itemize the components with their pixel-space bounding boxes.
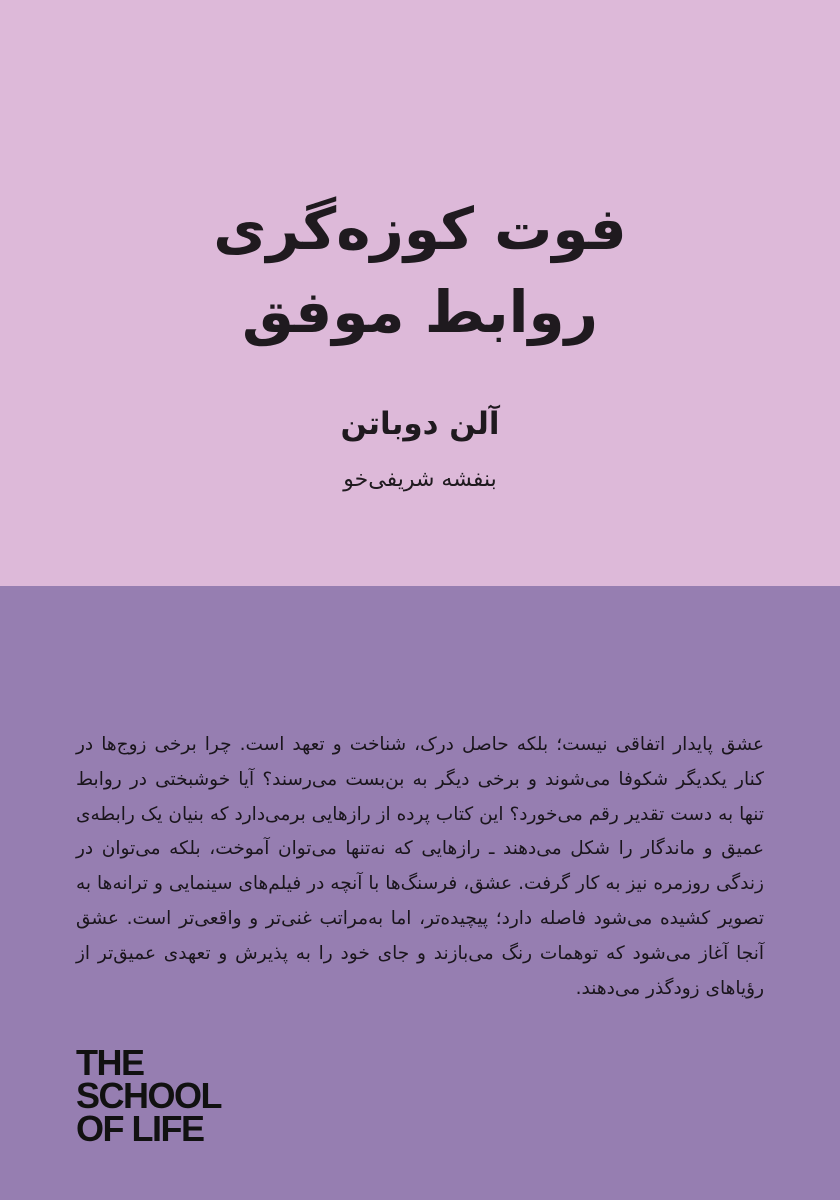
logo-line-1: THE xyxy=(76,1042,144,1083)
book-title-line-1: فوت کوزه‌گری xyxy=(213,195,627,263)
author-name: آلن دوباتن xyxy=(340,406,500,442)
back-cover-blurb: عشق پایدار اتفاقی نیست؛ بلکه حاصل درک، شناخت و تعهد است. چرا برخی زوج‌ها در کنار یکدیگر شکوفا می‌شوند و برخی دیگر به بن‌بست می‌رسند؟ آیا خوشبختی در روابط تنها به دست تقدیر رقم می‌خورد؟ این کتاب پرده از رازهایی برمی‌دارد که بنیان یک رابطه‌ی عمیق و ماندگار را شکل می‌دهند ـ رازهایی که نه‌تنها می‌توان آموخت، بلکه می‌توان در زندگی روزمره نیز به کار گرفت. عشق، فرسنگ‌ها با آنچه در فیلم‌های سینمایی و ترانه‌ها به تصویر کشیده می‌شود فاصله دارد؛ پیچیده‌تر، اما به‌مراتب غنی‌تر و واقعی‌تر است. عشق آنجا آغاز می‌شود که توهمات رنگ می‌بازند و جای خود را به پذیرش و تعهدی عمیق‌تر از رؤیاهای زودگذر می‌دهند. xyxy=(76,734,764,999)
school-of-life-logo xyxy=(76,1042,222,1149)
logo-line-2: SCHOOL xyxy=(76,1075,222,1116)
translator-name: بنفشه شریفی‌خو xyxy=(343,467,497,492)
logo-line-3: OF LIFE xyxy=(76,1108,204,1149)
book-title-line-2: روابط موفق xyxy=(242,278,598,346)
